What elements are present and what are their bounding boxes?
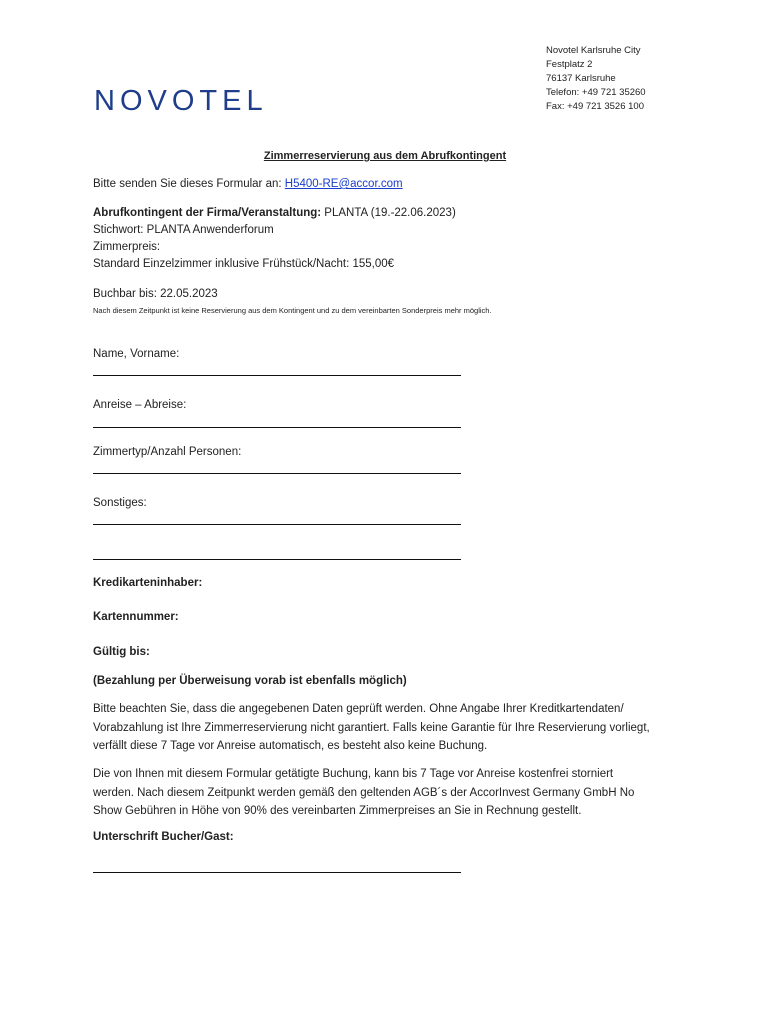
bookable-until: Buchbar bis: 22.05.2023 (93, 288, 218, 300)
card-number-label: Kartennummer: (93, 611, 179, 623)
guarantee-line-3: verfällt diese 7 Tage vor Anreise automatisch, es besteht also keine Buchung. (93, 740, 488, 752)
cancellation-line-2: werden. Nach diesem Zeitpunkt werden gemäß den geltenden AGB´s der AccorInvest Germany GmbH No (93, 786, 635, 799)
dates-field-line[interactable] (93, 427, 461, 428)
keyword-line: Stichwort: PLANTA Anwenderforum (93, 224, 274, 236)
address-line-phone: Telefon: +49 721 35260 (546, 87, 646, 98)
contingent-label: Abrufkontingent der Firma/Veranstaltung: (93, 207, 322, 219)
send-to-prefix: Bitte senden Sie dieses Formular an: (93, 178, 285, 190)
price-label: Zimmerpreis: (93, 241, 161, 253)
name-field-line[interactable] (93, 375, 461, 376)
guarantee-line-1: Bitte beachten Sie, dass die angegebenen Daten geprüft werden. Ohne Angabe Ihrer Kreditkartendaten/ (93, 703, 624, 715)
novotel-logo: NOVOTEL (94, 85, 268, 117)
guarantee-line-2: Vorabzahlung ist Ihre Zimmerreservierung nicht garantiert. Falls keine Garantie für Ihre Reservierung vorliegt, (93, 721, 650, 734)
address-line-fax: Fax: +49 721 3526 100 (546, 101, 644, 112)
address-line-city: 76137 Karlsruhe (546, 73, 616, 84)
cancellation-line-3: Show Gebühren in Höhe von 90% des vereinbarten Zimmerpreises an Sie in Rechnung gestellt. (93, 805, 582, 817)
signature-label: Unterschrift Bucher/Gast: (93, 831, 234, 843)
signature-line[interactable] (93, 872, 461, 873)
price-line: Standard Einzelzimmer inklusive Frühstück/Nacht: 155,00€ (93, 258, 395, 270)
room-field-label: Zimmertyp/Anzahl Personen: (93, 446, 242, 458)
cardholder-label: Kredikarteninhaber: (93, 577, 203, 589)
other-field-line-1[interactable] (93, 524, 461, 525)
cancellation-line-1: Die von Ihnen mit diesem Formular getätigte Buchung, kann bis 7 Tage vor Anreise kostenfrei storniert (93, 768, 614, 780)
dates-field-label: Anreise – Abreise: (93, 399, 187, 411)
transfer-note: (Bezahlung per Überweisung vorab ist ebenfalls möglich) (93, 675, 407, 687)
contingent-value: PLANTA (19.-22.06.2023) (321, 207, 456, 219)
email-link[interactable]: H5400-RE@accor.com (284, 178, 403, 190)
deadline-note: Nach diesem Zeitpunkt ist keine Reservierung aus dem Kontingent und zu dem vereinbarten Sonderpreis mehr möglich. (93, 306, 492, 315)
address-line-hotel: Novotel Karlsruhe City (546, 45, 641, 56)
other-field-line-2[interactable] (93, 559, 461, 560)
send-to-line (93, 178, 403, 190)
contingent-line (93, 207, 456, 219)
name-field-label: Name, Vorname: (93, 348, 180, 360)
cancellation-paragraph (93, 765, 693, 821)
room-field-line[interactable] (93, 473, 461, 474)
document-title: Zimmerreservierung aus dem Abrufkontingent (263, 150, 507, 162)
valid-until-label: Gültig bis: (93, 646, 150, 658)
other-field-label: Sonstiges: (93, 497, 147, 509)
guarantee-paragraph (93, 700, 693, 756)
address-line-street: Festplatz 2 (546, 59, 593, 70)
